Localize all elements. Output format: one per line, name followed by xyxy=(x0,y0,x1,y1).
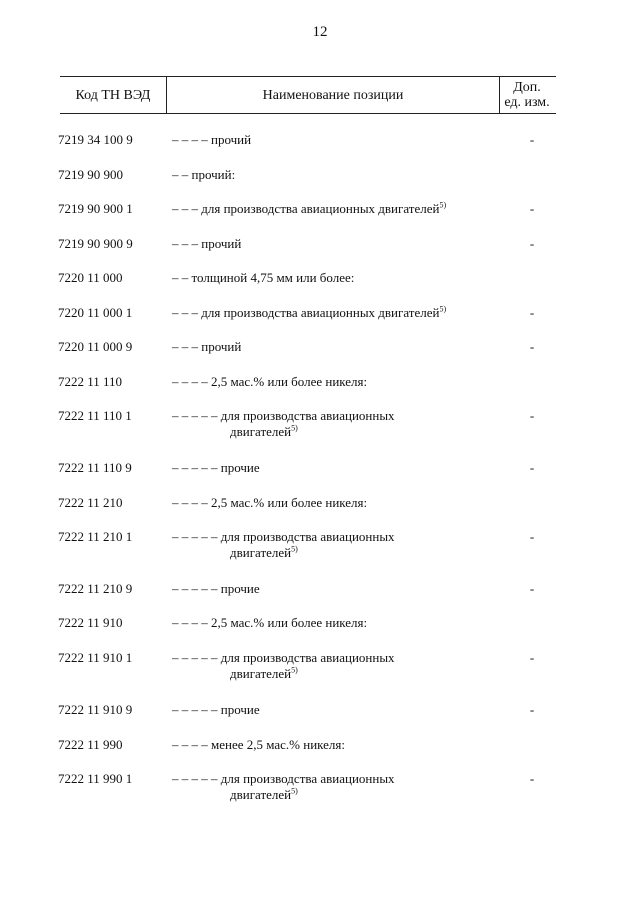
position-text: прочие xyxy=(220,702,260,717)
position-name xyxy=(172,702,492,718)
additional-unit: - xyxy=(529,132,535,147)
indent-dashes: – – – – – xyxy=(172,460,218,475)
header-code: Код ТН ВЭД xyxy=(75,87,151,103)
footnote-mark: 5) xyxy=(439,200,447,210)
position-text-line2: двигателей xyxy=(230,787,292,802)
tnved-code: 7222 11 910 1 xyxy=(58,650,133,665)
position-text: 2,5 мас.% или более никеля: xyxy=(211,374,368,389)
position-text: для производства авиационных xyxy=(220,408,395,423)
additional-unit: - xyxy=(529,529,535,544)
additional-unit: - xyxy=(529,236,535,251)
indent-dashes: – – – xyxy=(172,236,198,251)
indent-dashes: – – – – xyxy=(172,495,208,510)
position-text: для производства авиационных двигателей xyxy=(201,201,440,216)
indent-dashes: – – – xyxy=(172,201,198,216)
position-name xyxy=(172,408,492,440)
tnved-code: 7222 11 990 1 xyxy=(58,771,133,786)
position-name xyxy=(172,771,492,803)
indent-dashes: – – – – – xyxy=(172,650,218,665)
additional-unit: - xyxy=(529,305,535,320)
indent-dashes: – – – xyxy=(172,339,198,354)
position-text: прочий: xyxy=(191,167,236,182)
indent-dashes: – – – xyxy=(172,305,198,320)
additional-unit: - xyxy=(529,581,535,596)
position-text: прочие xyxy=(220,460,260,475)
indent-dashes: – – – – – xyxy=(172,771,218,786)
page-number: 12 xyxy=(312,24,328,40)
tnved-code: 7222 11 910 xyxy=(58,615,123,630)
indent-dashes: – – – – xyxy=(172,374,208,389)
tnved-code: 7220 11 000 9 xyxy=(58,339,133,354)
position-name xyxy=(172,132,492,148)
indent-dashes: – – xyxy=(172,167,189,182)
tnved-code: 7222 11 110 1 xyxy=(58,408,132,423)
position-text: 2,5 мас.% или более никеля: xyxy=(211,615,368,630)
position-name xyxy=(172,167,492,183)
indent-dashes: – – – – xyxy=(172,132,208,147)
position-name xyxy=(172,650,492,682)
position-text: для производства авиационных xyxy=(220,771,395,786)
position-text-line2: двигателей xyxy=(230,545,292,560)
position-name xyxy=(172,270,492,286)
position-text: менее 2,5 мас.% никеля: xyxy=(211,737,346,752)
tnved-code: 7222 11 210 1 xyxy=(58,529,133,544)
indent-dashes: – – – – xyxy=(172,737,208,752)
indent-dashes: – – – – xyxy=(172,615,208,630)
position-text-line2: двигателей xyxy=(230,666,292,681)
header-unit-line1: Доп. xyxy=(513,80,541,95)
footnote-mark: 5) xyxy=(291,544,298,554)
header-name: Наименование позиции xyxy=(166,77,500,113)
position-name xyxy=(172,460,492,476)
tnved-code: 7222 11 110 9 xyxy=(58,460,132,475)
position-name xyxy=(172,495,492,511)
position-name xyxy=(172,529,492,561)
position-text: прочие xyxy=(220,581,260,596)
position-text: прочий xyxy=(211,132,252,147)
tnved-code: 7219 90 900 1 xyxy=(58,201,133,216)
additional-unit: - xyxy=(529,339,535,354)
position-text: прочий xyxy=(201,339,242,354)
table-header xyxy=(60,76,556,114)
position-name xyxy=(172,236,492,252)
position-name xyxy=(172,581,492,597)
footnote-mark: 5) xyxy=(291,665,298,675)
tnved-code: 7222 11 210 9 xyxy=(58,581,133,596)
position-text-continued xyxy=(172,545,492,561)
tnved-code: 7222 11 910 9 xyxy=(58,702,133,717)
additional-unit: - xyxy=(529,201,535,216)
position-text-continued xyxy=(172,666,492,682)
tnved-code: 7220 11 000 1 xyxy=(58,305,133,320)
footnote-mark: 5) xyxy=(291,786,298,796)
indent-dashes: – – – – – xyxy=(172,702,218,717)
indent-dashes: – – – – – xyxy=(172,408,218,423)
position-name xyxy=(172,615,492,631)
position-name xyxy=(172,374,492,390)
position-text: для производства авиационных двигателей xyxy=(201,305,440,320)
position-name xyxy=(172,737,492,753)
footnote-mark: 5) xyxy=(291,423,298,433)
position-text: для производства авиационных xyxy=(220,529,395,544)
position-name xyxy=(172,339,492,355)
header-unit xyxy=(498,77,556,113)
indent-dashes: – – – – – xyxy=(172,529,218,544)
additional-unit: - xyxy=(529,650,535,665)
position-text: 2,5 мас.% или более никеля: xyxy=(211,495,368,510)
additional-unit: - xyxy=(529,771,535,786)
tnved-code: 7222 11 210 xyxy=(58,495,123,510)
position-name xyxy=(172,305,492,321)
position-text-line2: двигателей xyxy=(230,424,292,439)
position-name xyxy=(172,201,492,217)
position-text-continued xyxy=(172,787,492,803)
tnved-code: 7222 11 110 xyxy=(58,374,123,389)
position-text: для производства авиационных xyxy=(220,650,395,665)
indent-dashes: – – xyxy=(172,270,189,285)
additional-unit: - xyxy=(529,702,535,717)
additional-unit: - xyxy=(529,460,535,475)
position-text-continued xyxy=(172,424,492,440)
header-unit-line2: ед. изм. xyxy=(504,95,550,110)
tnved-code: 7219 90 900 xyxy=(58,167,123,182)
tnved-code: 7222 11 990 xyxy=(58,737,123,752)
tnved-code: 7219 90 900 9 xyxy=(58,236,133,251)
indent-dashes: – – – – – xyxy=(172,581,218,596)
tnved-code: 7220 11 000 xyxy=(58,270,123,285)
tnved-code: 7219 34 100 9 xyxy=(58,132,133,147)
position-text: толщиной 4,75 мм или более: xyxy=(191,270,355,285)
additional-unit: - xyxy=(529,408,535,423)
position-text: прочий xyxy=(201,236,242,251)
footnote-mark: 5) xyxy=(439,304,447,314)
